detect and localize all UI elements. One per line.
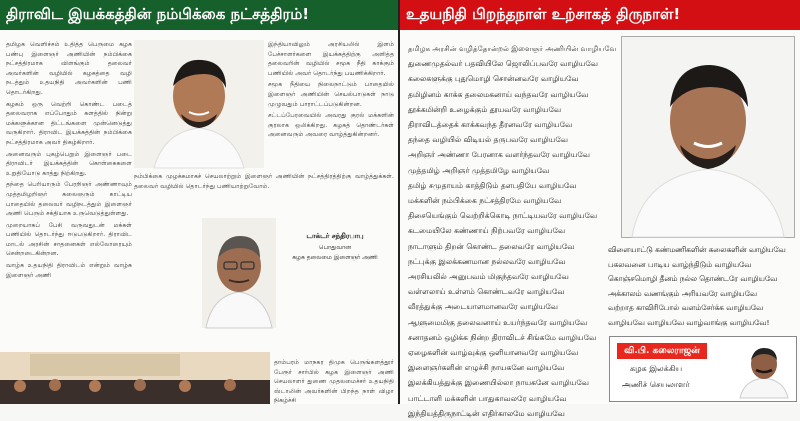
event-photo [0,352,270,404]
article-paragraph: தந்தை பெரியாரும் பேரறிஞர் அண்ணாவும் முத்தமிழறிஞர் கலைஞரும் காட்டிய பாதையில் தலைவர் வழிநடத்தும் இளைஞர் அணி பெரும் சக்தியாக உருவெடுத்துள்ளது. [6,181,132,218]
poem-line: தமிழினம் காக்க தலைமகனாய் வந்தவரே வாழியவே [408,89,589,99]
left-article [0,0,400,404]
poem-intro: தமிழக அரசின் வழித்தோன்றல் இளைஞர் அணியின் வாழியவே [408,44,617,53]
poem-line: பகலவனை பாடிய வாழ்ந்திடும் வாழியவே [608,259,752,269]
caption-role: பொதுவான [318,244,352,251]
right-banner: உதயநிதி பிறந்தநாள் உற்சாகத் திருநாள்! [400,0,800,30]
poem-line: இளைஞர்களின் எழுச்சி நாயகனே வாழியவே [408,363,565,373]
poem-line: அக்காலம் வணங்கும் அரியவரே வாழியவே [608,288,757,298]
poem-line: கலைகளுக்கு புதுமொழி சொன்னவரே வாழியவே [408,74,579,84]
poem-line: ஆளுமைமிகு தலைவனாய் உயர்ந்தவரே வாழியவே [408,317,588,327]
poem-line: இந்தியத்திருநாட்டின் எதிர்காலமே வாழியவே [408,408,565,418]
poem-line: தமிழ் சமுதாயம் காத்திடும் தளபதியே வாழியவே [408,180,577,190]
poem-line: வீரத்துக்கு அடையாளமானவரே வாழியவே [408,302,559,312]
article-paragraph: கழகம் ஒரு வெற்றி கொண்ட படைத் தலைவராக எப்போதும் களத்தில் நின்று மக்களுக்கான திட்டங்களை முன்னெடுத்து வருகிறார். திராவிட இயக்கத்தின் நம்பிக்கை நட்சத்திரமாக அவர் திகழ்கிறார். [6,100,132,146]
poem-line: வற்றாத காவிரிபோல் வளம்சேர்க்க வாழியவே [608,303,764,312]
signer-role: கழக இலக்கிய [630,364,683,373]
caption-name: டாக்டர் சந்திரபாபு [306,232,364,240]
signer-name: வி.பி. கலைராஜன் [617,343,707,359]
poem-line: தூக்கமின்றி உழைக்கும் தூயவரே வாழியவே [408,104,562,114]
event-text: தாம்பரம் மாநகர திமுக பெருங்களத்தூர் பேரூர் சார்பில் கழக இளைஞர் அணி செயலாளர் துணை முதலமைச்சர் உதயநிதி ஸ்டாலின் அவர்களின் பிறந்த நாள் விழா நிகழ்ச்சி [274,359,394,405]
article-paragraph: தமிழக வெளிச்சம் உதித்த பெருமை கழக பண்பு இளைஞர் அணியின் நம்பிக்கை நட்சத்திரமாக விளங்கும் தலைவர் அவர்களின் வழியில் கழகத்தை வழி நடத்தும் உதயநிதி அவர்களின் பணி தொடர்கிறது. [6,41,132,96]
poem-line: வாழியவே வாழியவே வாழ்வாங்கு வாழியவே! [608,317,770,327]
caption-role: கழக தலைமை இளைஞர் அணி [292,254,378,261]
poem-line: முத்தமிழ் அறிஞர் முத்தமிழே வாழியவே [408,165,550,175]
poem-line: அரசியலில் அனுபவம் மிகுந்தவரே வாழியவே [408,272,569,282]
poem-right-lines [608,243,798,333]
article-continuation: நம்பிக்கை முழக்கமாகச் செயலாற்றும் இளைஞர் அணியின் நட்சத்திரத்திற்கு வாழ்த்துக்கள். தலைவர் வழியில் தொடர்ந்து பணியாற்றுவோம். [134,173,394,190]
udhayanidhi-photo [134,40,264,168]
poem-line: மக்களின் நம்பிக்கை நட்சத்திரமே வாழியவே [408,196,562,206]
article-paragraph: சட்டப்பேரவையில் அவரது குரல் மக்களின் குரலாக ஒலிக்கிறது. கழகத் தொண்டர்கள் அனைவரும் அவரை வாழ்த்துகின்றனர். [268,112,394,139]
poem-line: நட்புக்கு இலக்கணமான நல்லவரே வாழியவே [408,256,566,266]
poem-line: நாடாளும் திறன் கொண்ட தலைவரே வாழியவே [408,241,575,251]
article-paragraph: வாழ்க உதயநிதி திராவிடம் என்றும் வாழ்க இளைஞர் அணி [6,262,132,279]
poem-line: பாட்டாளி மக்களின் பாதுகாவலரே வாழியவே [408,393,567,403]
article-paragraph: சமூக நீதியை நிலைநாட்டும் பாதையில் இளைஞர் அணியின் செயல்பாடுகள் நாடு முழுவதும் பாராட்டப்படுகின்றன. [268,81,394,108]
poem-line: கொஞ்சமொழி தீனம் நல்ல தொண்டரே வாழியவே [608,274,778,283]
chandrababu-photo [202,218,276,328]
poem-line: வள்ளலாய் உள்ளம் கொண்டவரே வாழியவே [408,287,565,297]
poem-line: சனாதனம் ஒழிக்க நின்ற திராவிடச் சிங்கமே வாழியவே [408,332,597,342]
poem-line: திராவிடத்தைக் காக்கவந்த தீரனவரே வாழியவே [408,120,573,130]
article-paragraph: முறையாகப் பேசி வருவதுடன் மக்கள் பணியில் தொடர்ந்து ஈடுபடுகிறார். திராவிட மாடல் அரசின் சாதனைகள் எல்லோரையும் சென்றடைகின்றன. [6,221,132,258]
left-banner: திராவிட இயக்கத்தின் நம்பிக்கை நட்சத்திரம்! [0,0,398,30]
poem-line: ஏழைகளின் வாழ்வுக்கு ஒளியானவரே வாழியவே [408,348,579,358]
poem-line: கடமையிலே கண்ணாய் நிற்பவரே வாழியவே [408,226,566,236]
article-paragraph: அனைவரும் புகழ்பெறும் இளைஞர் படை திராவிடர் இயக்கத்தின் கொள்கைகளை உறுதியோடு காத்து நிற்கிறது. [6,150,132,177]
poem-line: தந்தை வழியில் விடியல் தருபவரே வாழியவே [408,135,569,145]
poem-lines [408,41,617,418]
udhayanidhi-portrait [621,36,795,238]
poem-line: இலக்கியத்துக்கு இணையில்லா நாயகனே வாழியவே [408,378,590,388]
signer-role: அணிச் செயலாளர் [622,380,690,389]
article-paragraph: இந்தியாவிலும் அரசியலில் இளம் பேச்சாளர்களை இயக்கத்திற்கு அளித்த தலைவரின் வழியில் சமூக நீதி காக்கும் பணியில் அவர் தொடர்ந்து பயணிக்கிறார். [268,41,394,77]
poem-line: துணைமுதல்வர் பதவியிலே ஜொலிப்பவரே வாழியவே [408,59,599,69]
poem-line: திசையெங்கும் வெற்றிக்கொடி நாட்டியவரே வாழியவே [408,211,598,221]
signer-photo [736,338,792,398]
article-column-1 [6,40,132,358]
poem-line: விளையாட்டு கண்மணிகளின் கலைகளின் வாழியவே [608,245,786,254]
poem-line: அறிஞர் அண்ணா பேரனாக வளர்ந்தவரே வாழியவே [408,150,591,160]
